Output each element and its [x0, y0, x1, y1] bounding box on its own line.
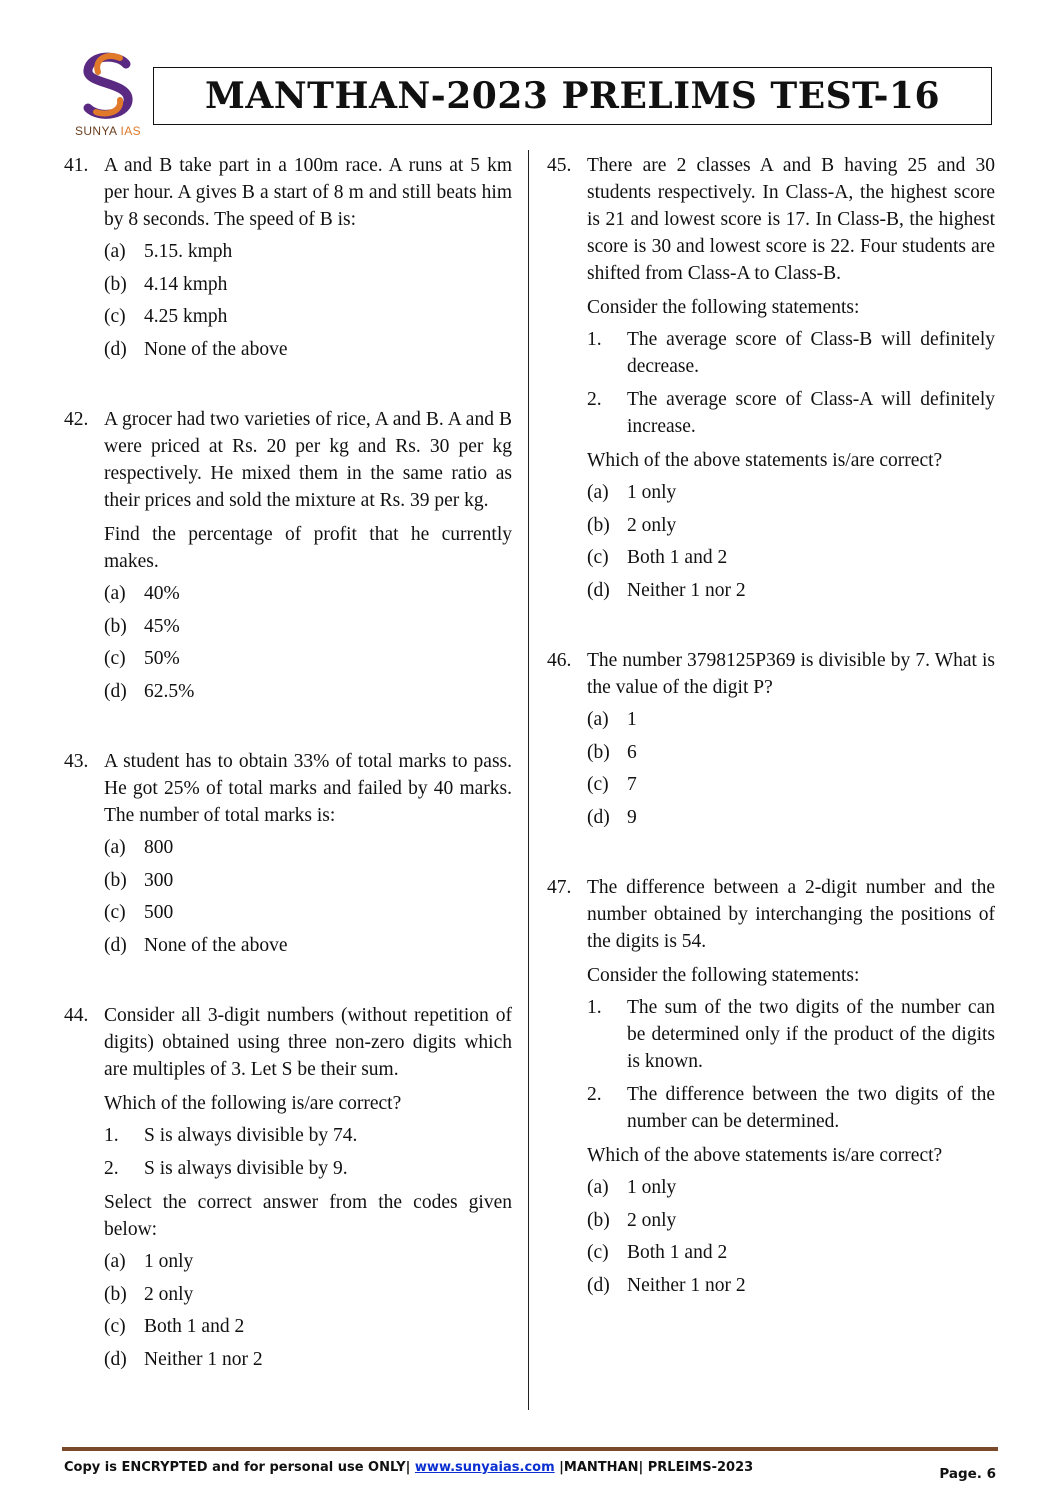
option-text: 1 only [144, 1251, 194, 1272]
statement [587, 994, 995, 1075]
option-text: 2 only [144, 1283, 194, 1305]
answer-option[interactable] [104, 867, 512, 900]
question-text: There are 2 classes A and B having 25 and 30 students respectively. In Class-A, the highest score is 21 and lowest score is 17. In Class-B, the highest score is 30 and lowest score is 22. Four students are shifted from Class-A to Class-B. [587, 155, 995, 284]
answer-option[interactable] [587, 706, 995, 739]
question-42 [64, 406, 512, 710]
option-text: Neither 1 nor 2 [627, 579, 746, 601]
option-text: 800 [144, 837, 174, 858]
option-label: (b) [587, 1209, 610, 1231]
question-prompt: Consider the following statements: [587, 965, 860, 986]
answer-option[interactable] [587, 1239, 995, 1272]
option-text: 4.14 kmph [144, 273, 228, 295]
statement-number: 1. [104, 1125, 119, 1146]
answer-option[interactable] [104, 932, 512, 965]
option-label: (a) [104, 837, 126, 858]
question-number: 41. [64, 155, 89, 176]
answer-option[interactable] [587, 1174, 995, 1207]
logo-brand: SUNYA [74, 124, 117, 138]
option-label: (d) [104, 680, 127, 702]
option-label: (a) [104, 583, 126, 604]
option-label: (b) [104, 1283, 127, 1305]
option-list [587, 1174, 995, 1304]
statement-text: The difference between the two digits of the number can be determined. [627, 1084, 995, 1132]
statement-text: The sum of the two digits of the number can be determined only if the product of the digits is known. [627, 997, 995, 1072]
option-label: (d) [104, 1348, 127, 1370]
option-label: (d) [587, 579, 610, 601]
option-text: 4.25 kmph [144, 306, 228, 327]
option-text: None of the above [144, 338, 288, 360]
question-number: 46. [547, 650, 572, 671]
question-number: 45. [547, 155, 572, 176]
question-47 [547, 874, 995, 1304]
option-list [587, 479, 995, 609]
answer-option[interactable] [104, 1248, 512, 1281]
option-label: (c) [587, 1242, 609, 1263]
footer-url-link[interactable]: www.sunyaias.com [414, 1460, 555, 1475]
question-text: Consider all 3-digit numbers (without repetition of digits) obtained using three non-zero digits which are multiples of 3. Let S be their sum. [104, 1005, 512, 1080]
answer-option[interactable] [104, 1281, 512, 1314]
option-list [104, 238, 512, 368]
sunya-ias-logo [68, 50, 148, 142]
answer-option[interactable] [104, 899, 512, 932]
left-column [64, 152, 512, 1416]
option-text: 45% [144, 615, 180, 637]
option-text: Neither 1 nor 2 [144, 1348, 263, 1370]
footer-rule [62, 1447, 998, 1451]
option-label: (d) [587, 806, 610, 828]
statement [587, 1081, 995, 1135]
answer-option[interactable] [587, 544, 995, 577]
option-text: 2 only [627, 1209, 677, 1231]
option-label: (a) [587, 1177, 609, 1198]
answer-option[interactable] [104, 271, 512, 304]
answer-option[interactable] [104, 303, 512, 336]
option-text: 2 only [627, 514, 677, 536]
statement-text: S is always divisible by 9. [144, 1158, 348, 1179]
question-instruction: Select the correct answer from the codes given below: [104, 1192, 512, 1240]
statement [587, 326, 995, 380]
right-column [547, 152, 995, 1342]
statement-number: 2. [587, 1084, 602, 1105]
question-41 [64, 152, 512, 368]
sunya-s-emblem-icon [76, 50, 140, 122]
answer-option[interactable] [587, 1207, 995, 1240]
question-45 [547, 152, 995, 609]
answer-option[interactable] [587, 739, 995, 772]
statement-text: The average score of Class-A will definitely increase. [627, 389, 995, 437]
statement-number: 1. [587, 997, 602, 1018]
title-box [153, 67, 992, 125]
footer-prefix: Copy is ENCRYPTED and for personal use ONLY| [64, 1460, 411, 1475]
option-text: Neither 1 nor 2 [627, 1274, 746, 1296]
footer [64, 1460, 753, 1475]
question-number: 42. [64, 409, 89, 430]
option-text: Both 1 and 2 [627, 547, 728, 568]
question-46 [547, 647, 995, 836]
page-number: Page. 6 [939, 1466, 996, 1482]
page-title: MANTHAN-2023 PRELIMS TEST-16 [204, 75, 941, 117]
option-label: (c) [104, 902, 126, 923]
answer-option[interactable] [104, 678, 512, 711]
statement-list [587, 326, 995, 440]
answer-option[interactable] [104, 336, 512, 369]
option-text: 5.15. kmph [144, 241, 233, 262]
statement [587, 386, 995, 440]
option-text: 40% [144, 583, 180, 604]
question-instruction: Which of the above statements is/are correct? [587, 1145, 943, 1166]
option-label: (b) [587, 514, 610, 536]
statement-number: 1. [587, 329, 602, 350]
option-label: (b) [104, 615, 127, 637]
option-label: (a) [587, 709, 609, 730]
option-label: (b) [104, 273, 127, 295]
option-text: 50% [144, 648, 180, 669]
statement-text: S is always divisible by 74. [144, 1125, 358, 1146]
question-text: A grocer had two varieties of rice, A and B. A and B were priced at Rs. 20 per kg and Rs. 30 per kg respectively. He mixed them in the same ratio as their prices and sold the mixture at Rs. 39 per kg. [104, 409, 512, 511]
option-label: (c) [587, 547, 609, 568]
answer-option[interactable] [104, 613, 512, 646]
answer-option[interactable] [587, 1272, 995, 1305]
option-label: (d) [587, 1274, 610, 1296]
footer-suffix: |MANTHAN| PRLEIMS-2023 [559, 1460, 754, 1475]
question-prompt: Find the percentage of profit that he currently makes. [104, 524, 512, 572]
answer-option[interactable] [104, 645, 512, 678]
option-list [104, 580, 512, 710]
option-label: (d) [104, 338, 127, 360]
option-text: 1 only [627, 1177, 677, 1198]
statement-text: The average score of Class-B will definitely decrease. [627, 329, 995, 377]
statement [104, 1122, 512, 1149]
option-text: 6 [627, 741, 637, 763]
question-43 [64, 748, 512, 964]
logo-text [68, 124, 148, 138]
option-text: Both 1 and 2 [144, 1316, 245, 1337]
option-text: 1 [627, 709, 637, 730]
option-list [587, 706, 995, 836]
question-44 [64, 1002, 512, 1378]
question-prompt: Consider the following statements: [587, 297, 860, 318]
answer-option[interactable] [104, 834, 512, 867]
answer-option[interactable] [104, 238, 512, 271]
question-instruction: Which of the above statements is/are correct? [587, 450, 943, 471]
option-label: (c) [104, 1316, 126, 1337]
statement-number: 2. [587, 389, 602, 410]
column-divider [528, 150, 529, 1410]
option-label: (d) [104, 934, 127, 956]
statement-list [587, 994, 995, 1135]
option-text: 500 [144, 902, 174, 923]
answer-option[interactable] [104, 1346, 512, 1379]
statement-list [104, 1122, 512, 1182]
option-label: (c) [104, 306, 126, 327]
option-text: 1 only [627, 482, 677, 503]
answer-option[interactable] [587, 804, 995, 837]
answer-option[interactable] [587, 479, 995, 512]
question-text: The difference between a 2-digit number and the number obtained by interchanging the positions of the digits is 54. [587, 877, 995, 952]
question-prompt: Which of the following is/are correct? [104, 1093, 402, 1114]
option-label: (a) [587, 482, 609, 503]
question-text: A student has to obtain 33% of total marks to pass. He got 25% of total marks and failed by 40 marks. The number of total marks is: [104, 751, 512, 826]
answer-option[interactable] [104, 580, 512, 613]
option-label: (c) [587, 774, 609, 795]
logo-suffix: IAS [120, 124, 142, 138]
option-label: (b) [104, 869, 127, 891]
answer-option[interactable] [587, 577, 995, 610]
option-label: (a) [104, 241, 126, 262]
option-text: 62.5% [144, 680, 195, 702]
answer-option[interactable] [587, 771, 995, 804]
option-label: (b) [587, 741, 610, 763]
option-label: (a) [104, 1251, 126, 1272]
option-text: Both 1 and 2 [627, 1242, 728, 1263]
option-list [104, 1248, 512, 1378]
option-label: (c) [104, 648, 126, 669]
question-text: The number 3798125P369 is divisible by 7. What is the value of the digit P? [587, 650, 995, 698]
question-number: 43. [64, 751, 89, 772]
option-text: 300 [144, 869, 174, 891]
option-text: None of the above [144, 934, 288, 956]
answer-option[interactable] [104, 1313, 512, 1346]
question-number: 44. [64, 1005, 89, 1026]
answer-option[interactable] [587, 512, 995, 545]
question-text: A and B take part in a 100m race. A runs at 5 km per hour. A gives B a start of 8 m and still beats him by 8 seconds. The speed of B is: [104, 155, 512, 230]
statement [104, 1155, 512, 1182]
statement-number: 2. [104, 1158, 119, 1179]
option-list [104, 834, 512, 964]
question-number: 47. [547, 877, 572, 898]
option-text: 7 [627, 774, 637, 795]
option-text: 9 [627, 806, 637, 828]
